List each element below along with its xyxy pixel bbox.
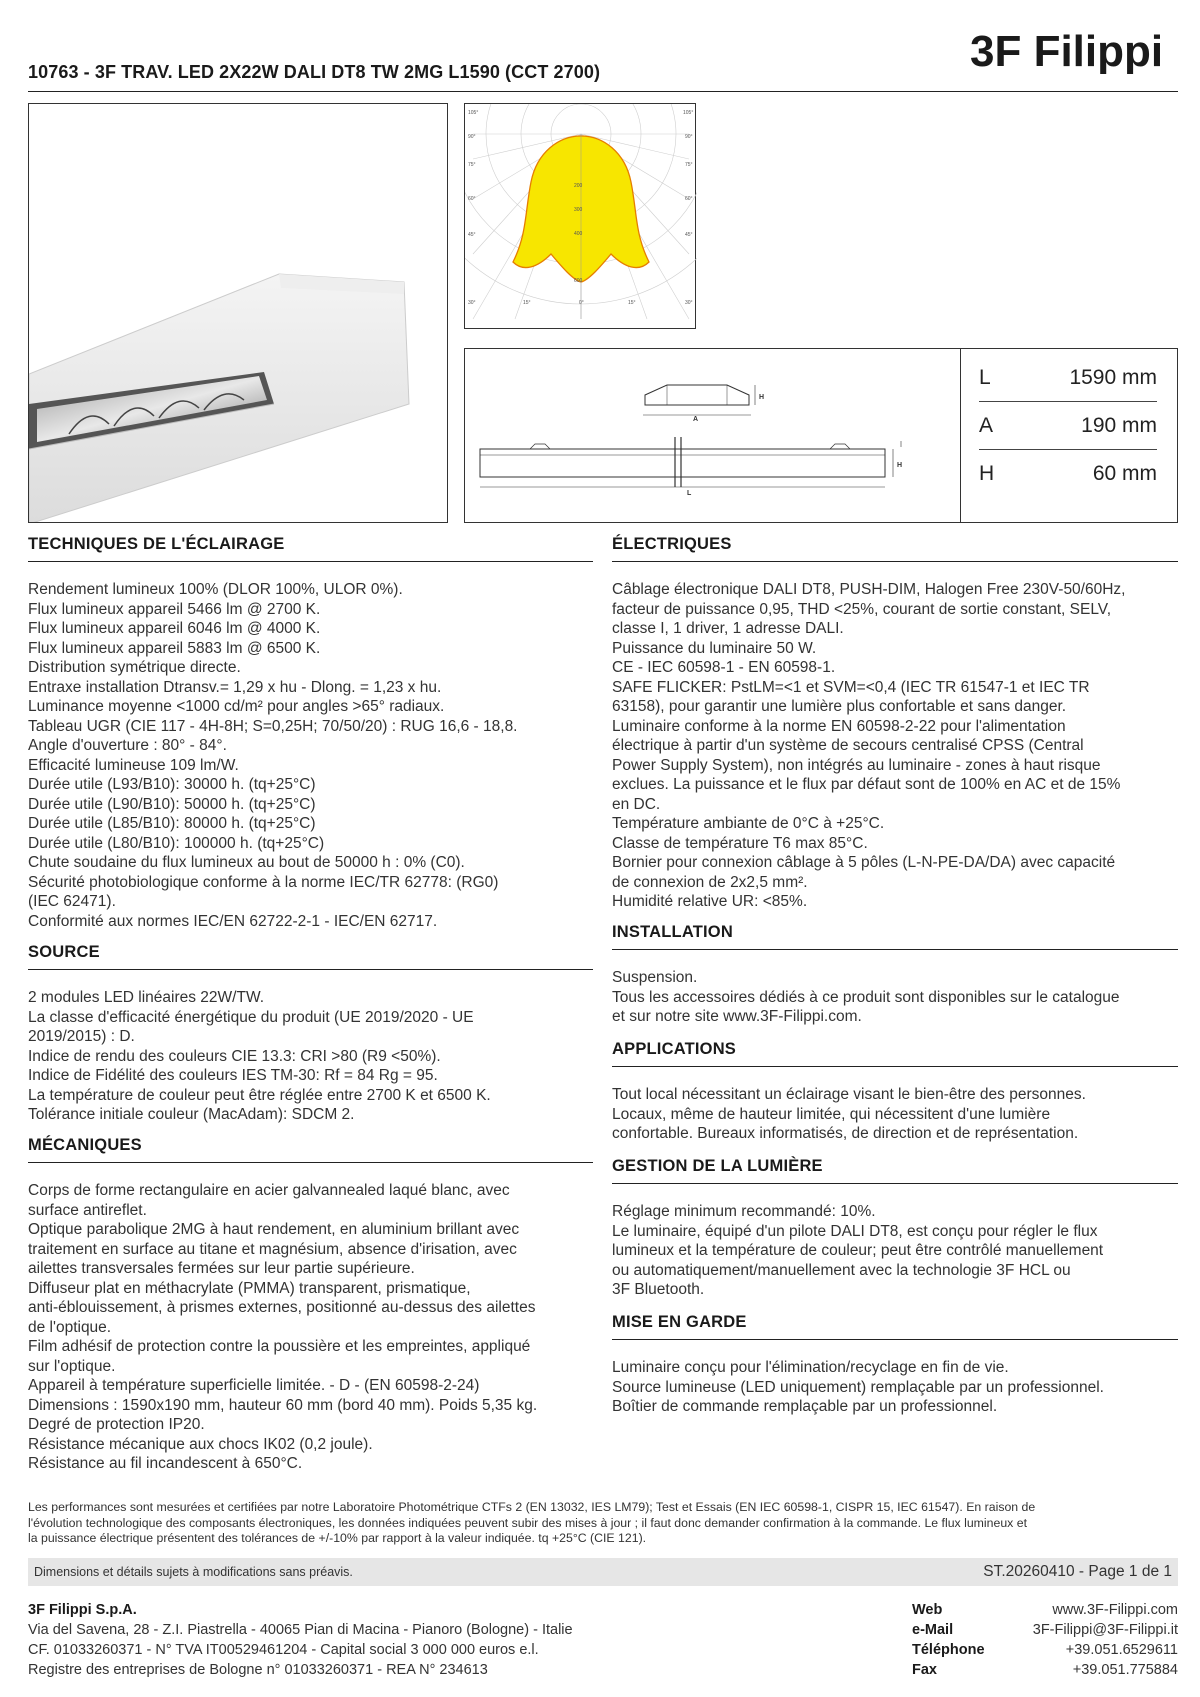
text-line: Appareil à température superficielle limitée. - D - (EN 60598-2-24)	[28, 1377, 480, 1394]
text-line: Rendement lumineux 100% (DLOR 100%, ULOR 0%).	[28, 581, 403, 598]
section-electrical	[612, 535, 1178, 912]
text-line: Durée utile (L80/B10): 100000 h. (tq+25°C)	[28, 834, 325, 852]
text-line: Diffuseur plat en méthacrylate (PMMA) transparent, prismatique,	[28, 1279, 471, 1297]
text-line: Résistance au fil incandescent à 650°C.	[28, 1455, 303, 1472]
text-line: Degré de protection IP20.	[28, 1416, 205, 1433]
svg-text:0°: 0°	[579, 300, 584, 306]
svg-text:105°: 105°	[468, 110, 479, 116]
text-line: Humidité relative UR: <85%.	[612, 893, 808, 910]
section-mechanical	[28, 1136, 593, 1474]
svg-text:H: H	[759, 394, 765, 401]
text-line: lumineux et la température de couleur; peut être contrôlé manuellement	[612, 1242, 1104, 1259]
text-line: Angle d'ouverture : 80° - 84°.	[28, 737, 227, 754]
svg-text:15°: 15°	[628, 300, 636, 306]
section-heading: APPLICATIONS	[612, 1040, 1178, 1067]
svg-text:400: 400	[574, 231, 583, 237]
performance-footnote	[28, 1500, 1178, 1547]
text-line: Indice de Fidélité des couleurs IES TM-30: Rf = 84 Rg = 95.	[28, 1067, 438, 1084]
section-heading: TECHNIQUES DE L'ÉCLAIRAGE	[28, 535, 593, 562]
section-body	[612, 968, 1178, 1027]
svg-text:L: L	[687, 490, 692, 497]
text-line: exclues. La puissance et le flux par défaut sont de 100% en AC et de 15%	[612, 776, 1121, 793]
text-line: Boîtier de commande remplaçable par un professionnel.	[612, 1398, 998, 1415]
text-line: Registre des entreprises de Bologne n° 01033260371 - REA N° 234613	[28, 1662, 488, 1678]
text-line: Tous les accessoires dédiés à ce produit sont disponibles sur le catalogue	[612, 988, 1120, 1006]
text-line: Conformité aux normes IEC/EN 62722-2-1 - IEC/EN 62717.	[28, 912, 438, 930]
text-line: Durée utile (L85/B10): 80000 h. (tq+25°C)	[28, 815, 316, 832]
text-line: 3F Bluetooth.	[612, 1281, 705, 1298]
section-lighting	[28, 535, 593, 931]
svg-text:60°: 60°	[685, 196, 693, 202]
text-line: (IEC 62471).	[28, 893, 116, 910]
text-line: Réglage minimum recommandé: 10%.	[612, 1203, 876, 1220]
section-warning	[612, 1313, 1178, 1417]
dimension-row-length: L 1590 mm	[979, 354, 1157, 402]
text-line: facteur de puissance 0,95, THD <25%, courant de sortie constant, SELV,	[612, 600, 1112, 618]
section-installation	[612, 923, 1178, 1027]
text-line: Efficacité lumineuse 109 lm/W.	[28, 756, 239, 774]
contact-phone: Téléphone +39.051.6529611	[912, 1642, 1178, 1658]
text-line: Flux lumineux appareil 5883 lm @ 6500 K.	[28, 639, 321, 657]
text-line: La classe d'efficacité énergétique du produit (UE 2019/2020 - UE	[28, 1008, 474, 1026]
text-line: Tableau UGR (CIE 117 - 4H-8H; S=0,25H; 70/50/20) : RUG 16,6 - 18,8.	[28, 717, 518, 735]
text-line: Optique parabolique 2MG à haut rendement, en aluminium brillant avec	[28, 1221, 520, 1238]
text-line: Dimensions : 1590x190 mm, hauteur 60 mm (bord 40 mm). Poids 5,35 kg.	[28, 1396, 538, 1414]
text-line: en DC.	[612, 795, 661, 813]
page-info: ST.20260410 - Page 1 de 1	[983, 1563, 1172, 1580]
section-heading: INSTALLATION	[612, 923, 1178, 950]
text-line: Résistance mécanique aux chocs IK02 (0,2 joule).	[28, 1435, 373, 1453]
text-line: Flux lumineux appareil 6046 lm @ 4000 K.	[28, 620, 321, 637]
text-line: traitement en surface au titane et magnésium, absence d'irisation, avec	[28, 1240, 517, 1258]
text-line: la puissance électrique présentent des tolérances de +/-10% par rapport à la valeur indiquée. tq +25°C (CIE 121).	[28, 1531, 647, 1545]
dimension-row-width: A 190 mm	[979, 402, 1157, 450]
text-line: anti-éblouissement, à prismes externes, positionné au-dessus des ailettes	[28, 1299, 536, 1316]
section-body	[612, 1085, 1178, 1144]
svg-text:90°: 90°	[468, 134, 476, 140]
svg-text:H: H	[897, 462, 903, 469]
text-line: Sécurité photobiologique conforme à la norme IEC/TR 62778: (RG0)	[28, 873, 499, 891]
page-title: 10763 - 3F TRAV. LED 2X22W DALI DT8 TW 2MG L1590 (CCT 2700)	[28, 62, 601, 82]
text-line: Power Supply System), non intégrés au luminaire - zones à haut risque	[612, 756, 1101, 774]
text-line: SAFE FLICKER: PstLM=<1 et SVM=<0,4 (IEC TR 61547-1 et IEC TR	[612, 678, 1090, 696]
text-line: confortable. Bureaux informatisés, de direction et de représentation.	[612, 1125, 1079, 1142]
company-info	[28, 1600, 728, 1680]
svg-text:30°: 30°	[685, 300, 693, 306]
web-link[interactable]: www.3F-Filippi.com	[1052, 1602, 1178, 1618]
text-line: Indice de rendu des couleurs CIE 13.3: CRI >80 (R9 <50%).	[28, 1047, 441, 1065]
text-line: Puissance du luminaire 50 W.	[612, 639, 817, 657]
svg-text:45°: 45°	[685, 232, 693, 238]
svg-text:90°: 90°	[685, 134, 693, 140]
contact-fax: Fax +39.051.775884	[912, 1662, 1178, 1678]
text-line: Distribution symétrique directe.	[28, 659, 241, 676]
text-line: classe I, 1 driver, 1 adresse DALI.	[612, 620, 844, 637]
text-line: et sur notre site www.3F-Filippi.com.	[612, 1008, 862, 1025]
section-heading: SOURCE	[28, 943, 593, 970]
contact-info	[912, 1600, 1178, 1680]
text-line: Chute soudaine du flux lumineux au bout de 50000 h : 0% (C0).	[28, 854, 465, 871]
section-heading: GESTION DE LA LUMIÈRE	[612, 1157, 1178, 1184]
svg-text:600: 600	[574, 278, 583, 284]
title-divider	[28, 91, 1178, 92]
text-line: La température de couleur peut être réglée entre 2700 K et 6500 K.	[28, 1086, 491, 1104]
svg-text:A: A	[693, 416, 699, 423]
text-line: Tout local nécessitant un éclairage visant le bien-être des personnes.	[612, 1086, 1086, 1103]
text-line: Luminaire conçu pour l'élimination/recyclage en fin de vie.	[612, 1359, 1009, 1376]
section-heading: MISE EN GARDE	[612, 1313, 1178, 1340]
photometric-diagram	[464, 103, 696, 329]
section-body	[612, 1202, 1178, 1300]
contact-email: e-Mail 3F-Filippi@3F-Filippi.it	[912, 1622, 1178, 1638]
text-line: Flux lumineux appareil 5466 lm @ 2700 K.	[28, 600, 321, 618]
email-link[interactable]: 3F-Filippi@3F-Filippi.it	[1032, 1622, 1178, 1638]
text-line: Suspension.	[612, 969, 698, 986]
text-line: 2 modules LED linéaires 22W/TW.	[28, 989, 265, 1006]
text-line: Luminance moyenne <1000 cd/m² pour angles >65° radiaux.	[28, 698, 445, 715]
text-line: électrique à partir d'un système de secours centralisé CPSS (Central	[612, 737, 1084, 754]
svg-text:300: 300	[574, 207, 583, 213]
text-line: Classe de température T6 max 85°C.	[612, 834, 868, 852]
section-light-management	[612, 1157, 1178, 1300]
section-heading: ÉLECTRIQUES	[612, 535, 1178, 562]
text-line: Source lumineuse (LED uniquement) remplaçable par un professionnel.	[612, 1378, 1104, 1396]
text-line: ailettes transversales fermées sur leur partie supérieure.	[28, 1260, 415, 1277]
text-line: Durée utile (L93/B10): 30000 h. (tq+25°C)	[28, 776, 316, 793]
svg-text:30°: 30°	[468, 300, 476, 306]
svg-text:200: 200	[574, 183, 583, 189]
text-line: de l'optique.	[28, 1318, 112, 1336]
svg-text:75°: 75°	[685, 162, 693, 168]
text-line: Entraxe installation Dtransv.= 1,29 x hu - Dlong. = 1,23 x hu.	[28, 678, 442, 696]
disclaimer: Dimensions et détails sujets à modifications sans préavis.	[34, 1565, 353, 1579]
text-line: Durée utile (L90/B10): 50000 h. (tq+25°C)	[28, 795, 316, 813]
text-line: Luminaire conforme à la norme EN 60598-2-22 pour l'alimentation	[612, 717, 1066, 735]
text-line: l'évolution technologique des composants électroniques, les données indiquées peuvent subir des mises à jour ; il faut donc demander confirmation à la commande. Le flux lumineux et	[28, 1515, 1027, 1530]
section-body	[28, 580, 593, 931]
contact-web: Web www.3F-Filippi.com	[912, 1602, 1178, 1618]
company-name: 3F Filippi S.p.A.	[28, 1602, 137, 1618]
svg-text:45°: 45°	[468, 232, 476, 238]
text-line: 63158), pour garantir une lumière plus confortable et sans danger.	[612, 698, 1067, 715]
text-line: Bornier pour connexion câblage à 5 pôles (L-N-PE-DA/DA) avec capacité	[612, 854, 1116, 871]
product-photo	[28, 103, 448, 523]
section-applications	[612, 1040, 1178, 1144]
dimensions-table	[960, 348, 1178, 523]
text-line: Corps de forme rectangulaire en acier galvannealed laqué blanc, avec	[28, 1182, 510, 1199]
text-line: Locaux, même de hauteur limitée, qui nécessitent d'une lumière	[612, 1105, 1051, 1123]
svg-text:75°: 75°	[468, 162, 476, 168]
text-line: CF. 01033260371 - N° TVA IT00529461204 - Capital social 3 000 000 euros e.l.	[28, 1642, 539, 1658]
text-line: Tolérance initiale couleur (MacAdam): SDCM 2.	[28, 1106, 355, 1123]
text-line: surface antireflet.	[28, 1201, 147, 1219]
brand-logo	[970, 24, 1180, 74]
svg-text:105°: 105°	[683, 110, 694, 116]
text-line: Film adhésif de protection contre la poussière et les empreintes, appliqué	[28, 1338, 531, 1355]
text-line: de connexion de 2x2,5 mm².	[612, 873, 808, 891]
text-line: 2019/2015) : D.	[28, 1028, 135, 1045]
section-source	[28, 943, 593, 1125]
section-heading: MÉCANIQUES	[28, 1136, 593, 1163]
text-line: sur l'optique.	[28, 1357, 116, 1375]
text-line: Via del Savena, 28 - Z.I. Piastrella - 40065 Pian di Macina - Pianoro (Bologne) - Italie	[28, 1622, 573, 1638]
section-body	[28, 988, 593, 1125]
svg-text:3F Filippi: 3F Filippi	[970, 27, 1164, 74]
section-body	[612, 580, 1178, 912]
svg-text:15°: 15°	[523, 300, 531, 306]
section-body	[612, 1358, 1178, 1417]
text-line: ou automatiquement/manuellement avec la technologie 3F HCL ou	[612, 1261, 1071, 1279]
footer-bar	[28, 1558, 1178, 1586]
company-details	[28, 1620, 728, 1680]
text-line: CE - IEC 60598-1 - EN 60598-1.	[612, 659, 836, 676]
section-body	[28, 1181, 593, 1474]
svg-text:60°: 60°	[468, 196, 476, 202]
text-line: Le luminaire, équipé d'un pilote DALI DT8, est conçu pour régler le flux	[612, 1222, 1098, 1240]
text-line: Câblage électronique DALI DT8, PUSH-DIM, Halogen Free 230V-50/60Hz,	[612, 581, 1126, 598]
text-line: Température ambiante de 0°C à +25°C.	[612, 815, 885, 832]
text-line: Les performances sont mesurées et certifiées par notre Laboratoire Photométrique CTFs 2 (EN 13032, IES LM79); Test et Essais (EN IEC 60598-1, CISPR 15, IEC 61547). En raison de	[28, 1500, 1036, 1514]
dimension-row-height: H 60 mm	[979, 462, 1157, 485]
